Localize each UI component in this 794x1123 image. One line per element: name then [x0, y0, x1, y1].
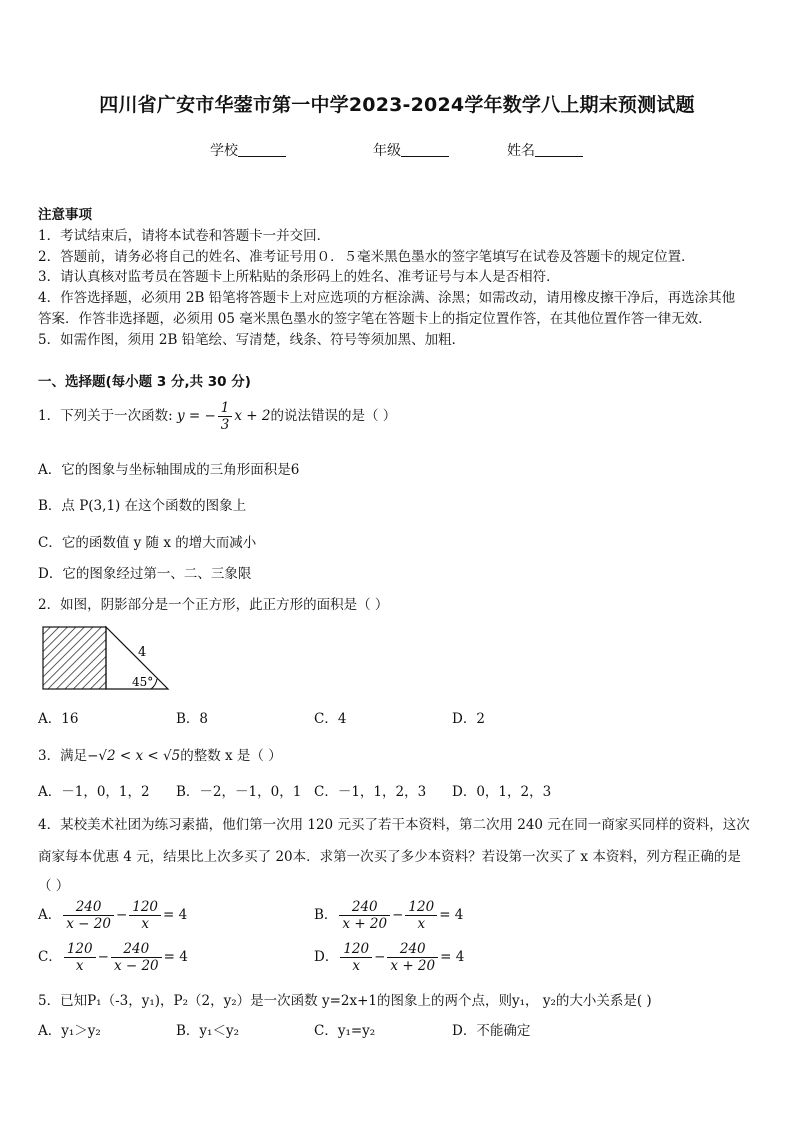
notice-heading: 注意事项 — [38, 207, 92, 223]
notice-item: 答案．作答非选择题，必须用 05 毫米黑色墨水的签字笔在答题卡上的指定位置作答，在其他位置作答一律无效． — [38, 311, 712, 327]
q5-option-d: D．不能确定 — [452, 1023, 531, 1039]
q3-inequality: −√2 < x < √5 — [87, 748, 181, 764]
q1-option-b: B．点 P(3,1) 在这个函数的图象上 — [38, 498, 247, 514]
q5-option-b: B．y₁＜y₂ — [176, 1023, 239, 1039]
q5-option-c: C．y₁=y₂ — [314, 1023, 376, 1039]
q4-option-a: A． $\frac{240}{x - 20}$ − $\frac{120}{x}$ = 4 — [38, 899, 188, 932]
shaded-square — [43, 627, 106, 689]
notice-item: 2．答题前，请务必将自己的姓名、准考证号用０．５毫米黑色墨水的签字笔填写在试卷及答题卡的规定位置． — [38, 249, 695, 265]
q4-option-c: C． $\frac{120}{x}$ − $\frac{240}{x - 20}$ = 4 — [38, 941, 188, 974]
q4-option-b: B． $\frac{240}{x + 20}$ − $\frac{120}{x}$ = 4 — [314, 899, 464, 932]
school-blank — [238, 142, 286, 157]
question-2: 2．如图，阴影部分是一个正方形，此正方形的面积是（ ） — [38, 597, 389, 613]
fraction: $\frac{1}{3}$ — [218, 400, 233, 433]
question-1: 1．下列关于一次函数: y = − $\frac{1}{3}$ x + 2的说法错误的是（ ） — [38, 400, 397, 433]
q5-option-a: A．y₁＞y₂ — [38, 1023, 101, 1039]
name-blank — [535, 142, 583, 157]
q3-option-c: C．－1，1，2，3 — [314, 784, 427, 800]
q3-option-b: B．－2，－1，0，1 — [176, 784, 302, 800]
notice-item: 3．请认真核对监考员在答题卡上所粘贴的条形码上的姓名、准考证号与本人是否相符． — [38, 269, 560, 285]
name-field: 姓名 — [507, 140, 583, 160]
question-3: 3．满足−√2 < x < √5的整数 x 是（ ） — [38, 748, 282, 764]
q2-option-c: C．4 — [314, 711, 347, 727]
grade-blank — [401, 142, 449, 157]
section-heading: 一、选择题(每小题 3 分,共 30 分) — [38, 374, 251, 390]
notice-item: 4．作答选择题，必须用 2B 铅笔将答题卡上对应选项的方框涂满、涂黑；如需改动，请用橡皮擦干净后，再选涂其他 — [38, 290, 736, 306]
q3-option-a: A．－1，0，1，2 — [38, 784, 150, 800]
q2-option-d: D．2 — [452, 711, 485, 727]
question-5: 5．已知P₁（-3，y₁)，P₂（2，y₂）是一次函数 y=2x+1的图象上的两个点，则y₁， y₂的大小关系是( ) — [38, 993, 652, 1009]
side-label: 4 — [138, 645, 147, 660]
school-field: 学校 — [210, 140, 286, 160]
question-4-line: （ ） — [38, 878, 70, 894]
q2-option-b: B．8 — [176, 711, 209, 727]
q4-option-d: D． $\frac{120}{x}$ − $\frac{240}{x + 20}$ = 4 — [314, 941, 465, 974]
page-title: 四川省广安市华蓥市第一中学2023-2024学年数学八上期末预测试题 — [99, 94, 695, 116]
q3-option-d: D．0，1，2，3 — [452, 784, 552, 800]
question-4-line: 4．某校美术社团为练习素描，他们第一次用 120 元买了若干本资料，第二次用 240 元在同一商家买同样的资料，这次 — [38, 817, 750, 833]
question-4-line: 商家每本优惠 4 元，结果比上次多买了 20本．求第一次买了多少本资料？若设第一次买了 x 本资料，列方程正确的是 — [38, 849, 741, 865]
notice-item: 1．考试结束后，请将本试卷和答题卡一并交回． — [38, 228, 331, 244]
grade-field: 年级 — [373, 140, 449, 160]
q1-option-d: D．它的图象经过第一、二、三象限 — [38, 566, 252, 582]
q1-option-c: C．它的函数值 y 随 x 的增大而减小 — [38, 535, 257, 551]
q1-option-a: A．它的图象与坐标轴围成的三角形面积是6 — [38, 462, 300, 478]
q2-option-a: A．16 — [38, 711, 79, 727]
angle-label: 45° — [132, 675, 154, 689]
notice-item: 5．如需作图，须用 2B 铅笔绘、写清楚，线条、符号等须加黑、加粗． — [38, 332, 466, 348]
q2-figure — [38, 622, 173, 694]
